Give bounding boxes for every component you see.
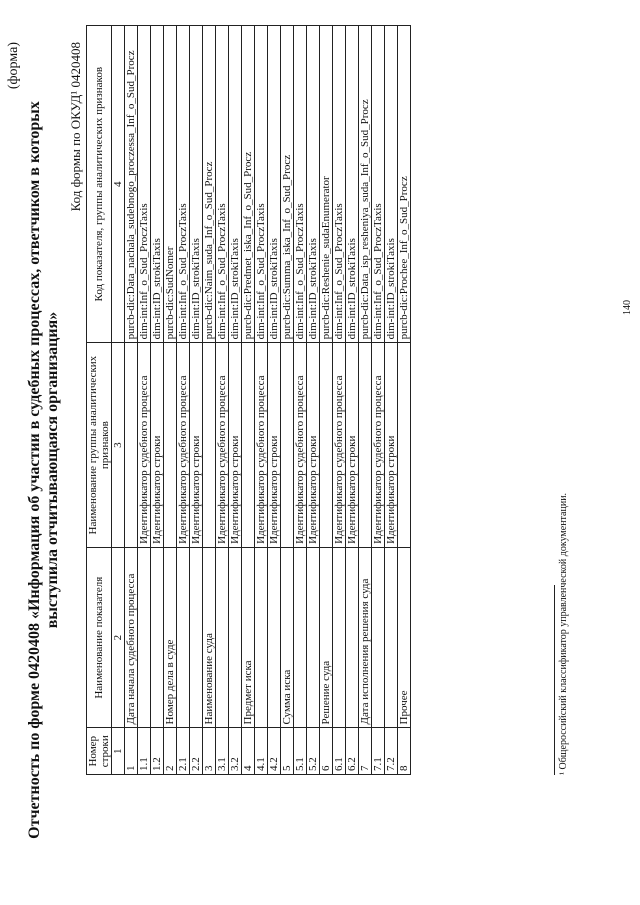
indicator-code: dim-int:ID_strokiTaxis [307, 26, 320, 343]
row-number: 2 [164, 728, 177, 775]
table-body [125, 26, 411, 775]
indicator-name: Предмет иска [242, 547, 255, 728]
indicator-name [229, 547, 242, 728]
indicator-code: dim-int:ID_strokiTaxis [385, 26, 398, 343]
table-row [203, 26, 216, 775]
table-row [138, 26, 151, 775]
indicator-code: purcb-dic:Predmet_iska_Inf_o_Sud_Procz [242, 26, 255, 343]
indicator-code: purcb-dic:Reshenie_sudaEnumerator [320, 26, 333, 343]
indicator-code: dim-int:Inf_o_Sud_ProczTaxis [255, 26, 268, 343]
indicator-code: dim-int:Inf_o_Sud_ProczTaxis [177, 26, 190, 343]
row-number: 5 [281, 728, 294, 775]
group-name: Идентификатор строки [151, 343, 164, 547]
table-row [333, 26, 346, 775]
group-name: Идентификатор судебного процесса [294, 343, 307, 547]
indicator-name [138, 547, 151, 728]
table-row [164, 26, 177, 775]
indicator-code: dim-int:Inf_o_Sud_ProczTaxis [138, 26, 151, 343]
table-row [190, 26, 203, 775]
group-name: Идентификатор строки [385, 343, 398, 547]
table-row [281, 26, 294, 775]
indicator-code: purcb-dic:SudNomer [164, 26, 177, 343]
footnote: ¹ Общероссийский классификатор управленческой документации. [558, 492, 569, 775]
table-row [398, 26, 411, 775]
group-name: Идентификатор судебного процесса [255, 343, 268, 547]
group-name [125, 343, 138, 547]
group-name: Идентификатор строки [268, 343, 281, 547]
group-name [398, 343, 411, 547]
indicator-name [190, 547, 203, 728]
group-name: Идентификатор судебного процесса [372, 343, 385, 547]
column-number: 4 [112, 26, 125, 343]
indicator-code: purcb-dic:Summa_iska_Inf_o_Sud_Procz [281, 26, 294, 343]
row-number: 2.2 [190, 728, 203, 775]
indicator-name [307, 547, 320, 728]
footnote-divider [554, 585, 555, 775]
row-number: 6.2 [346, 728, 359, 775]
table-row [268, 26, 281, 775]
row-number: 2.1 [177, 728, 190, 775]
indicator-code: purcb-dic:Prochee_Inf_o_Sud_Procz [398, 26, 411, 343]
row-number: 3 [203, 728, 216, 775]
row-number: 1.1 [138, 728, 151, 775]
title-line-2: выступила отчитывающаяся организация» [44, 311, 61, 629]
header-indicator-name: Наименование показателя [87, 547, 112, 728]
header-row-number: Номер строки [87, 728, 112, 775]
indicator-code: dim-int:Inf_o_Sud_ProczTaxis [372, 26, 385, 343]
indicator-name: Сумма иска [281, 547, 294, 728]
group-name: Идентификатор строки [307, 343, 320, 547]
row-number: 1.2 [151, 728, 164, 775]
page-number: 140 [622, 300, 633, 315]
indicator-name [333, 547, 346, 728]
indicator-code: dim-int:ID_strokiTaxis [151, 26, 164, 343]
table-row [242, 26, 255, 775]
table-row [229, 26, 242, 775]
group-name [320, 343, 333, 547]
row-number: 7 [359, 728, 372, 775]
group-name: Идентификатор судебного процесса [216, 343, 229, 547]
row-number: 3.2 [229, 728, 242, 775]
row-number: 1 [125, 728, 138, 775]
indicator-name: Наименование суда [203, 547, 216, 728]
row-number: 4.2 [268, 728, 281, 775]
row-number: 3.1 [216, 728, 229, 775]
group-name: Идентификатор судебного процесса [177, 343, 190, 547]
indicator-code: dim-int:Inf_o_Sud_ProczTaxis [333, 26, 346, 343]
table-row [216, 26, 229, 775]
group-name [164, 343, 177, 547]
column-number: 2 [112, 547, 125, 728]
table-header-row [87, 26, 112, 775]
column-number: 1 [112, 728, 125, 775]
group-name: Идентификатор строки [229, 343, 242, 547]
group-name: Идентификатор судебного процесса [333, 343, 346, 547]
form-label: (форма) [6, 42, 21, 90]
table-row [372, 26, 385, 775]
title-line-1: Отчетность по форме 0420408 «Информация об участии в судебных процессах, ответчиком в которых [26, 101, 43, 839]
group-name [242, 343, 255, 547]
table-row [346, 26, 359, 775]
table-row [307, 26, 320, 775]
indicator-name: Дата начала судебного процесса [125, 547, 138, 728]
header-code: Код показателя, группы аналитических признаков [87, 26, 112, 343]
table-row [385, 26, 398, 775]
indicator-code: dim-int:ID_strokiTaxis [229, 26, 242, 343]
indicator-name [346, 547, 359, 728]
column-number-row [112, 26, 125, 775]
indicator-code: dim-int:Inf_o_Sud_ProczTaxis [294, 26, 307, 343]
row-number: 6.1 [333, 728, 346, 775]
column-number: 3 [112, 343, 125, 547]
table-row [320, 26, 333, 775]
indicator-table [86, 25, 411, 775]
row-number: 5.1 [294, 728, 307, 775]
indicator-name: Решение суда [320, 547, 333, 728]
row-number: 7.1 [372, 728, 385, 775]
group-name: Идентификатор строки [190, 343, 203, 547]
indicator-name [151, 547, 164, 728]
indicator-code: dim-int:ID_strokiTaxis [190, 26, 203, 343]
group-name [359, 343, 372, 547]
row-number: 6 [320, 728, 333, 775]
indicator-name: Номер дела в суде [164, 547, 177, 728]
indicator-name [216, 547, 229, 728]
indicator-code: purcb-dic:Naim_suda_Inf_o_Sud_Procz [203, 26, 216, 343]
indicator-code: purcb-dic:Data_nachala_sudebnogo_proczessa_Inf_o_Sud_Procz [125, 26, 138, 343]
table-row [151, 26, 164, 775]
indicator-name [385, 547, 398, 728]
row-number: 8 [398, 728, 411, 775]
indicator-code: purcb-dic:Data_isp_resheniya_suda_Inf_o_Sud_Procz [359, 26, 372, 343]
table-row [359, 26, 372, 775]
indicator-name [268, 547, 281, 728]
indicator-code: dim-int:ID_strokiTaxis [268, 26, 281, 343]
group-name [203, 343, 216, 547]
table-row [294, 26, 307, 775]
table-row [125, 26, 138, 775]
row-number: 4.1 [255, 728, 268, 775]
table-row [255, 26, 268, 775]
okud-code: Код формы по ОКУД¹ 0420408 [68, 42, 83, 212]
indicator-name [372, 547, 385, 728]
row-number: 5.2 [307, 728, 320, 775]
group-name: Идентификатор строки [346, 343, 359, 547]
indicator-name [177, 547, 190, 728]
group-name [281, 343, 294, 547]
indicator-name: Прочее [398, 547, 411, 728]
indicator-name [294, 547, 307, 728]
table-row [177, 26, 190, 775]
indicator-code: dim-int:Inf_o_Sud_ProczTaxis [216, 26, 229, 343]
header-group-name: Наименование группы аналитических признаков [87, 343, 112, 547]
indicator-name: Дата исполнения решения суда [359, 547, 372, 728]
row-number: 4 [242, 728, 255, 775]
page-title [26, 75, 62, 865]
indicator-name [255, 547, 268, 728]
group-name: Идентификатор судебного процесса [138, 343, 151, 547]
row-number: 7.2 [385, 728, 398, 775]
indicator-code: dim-int:ID_strokiTaxis [346, 26, 359, 343]
